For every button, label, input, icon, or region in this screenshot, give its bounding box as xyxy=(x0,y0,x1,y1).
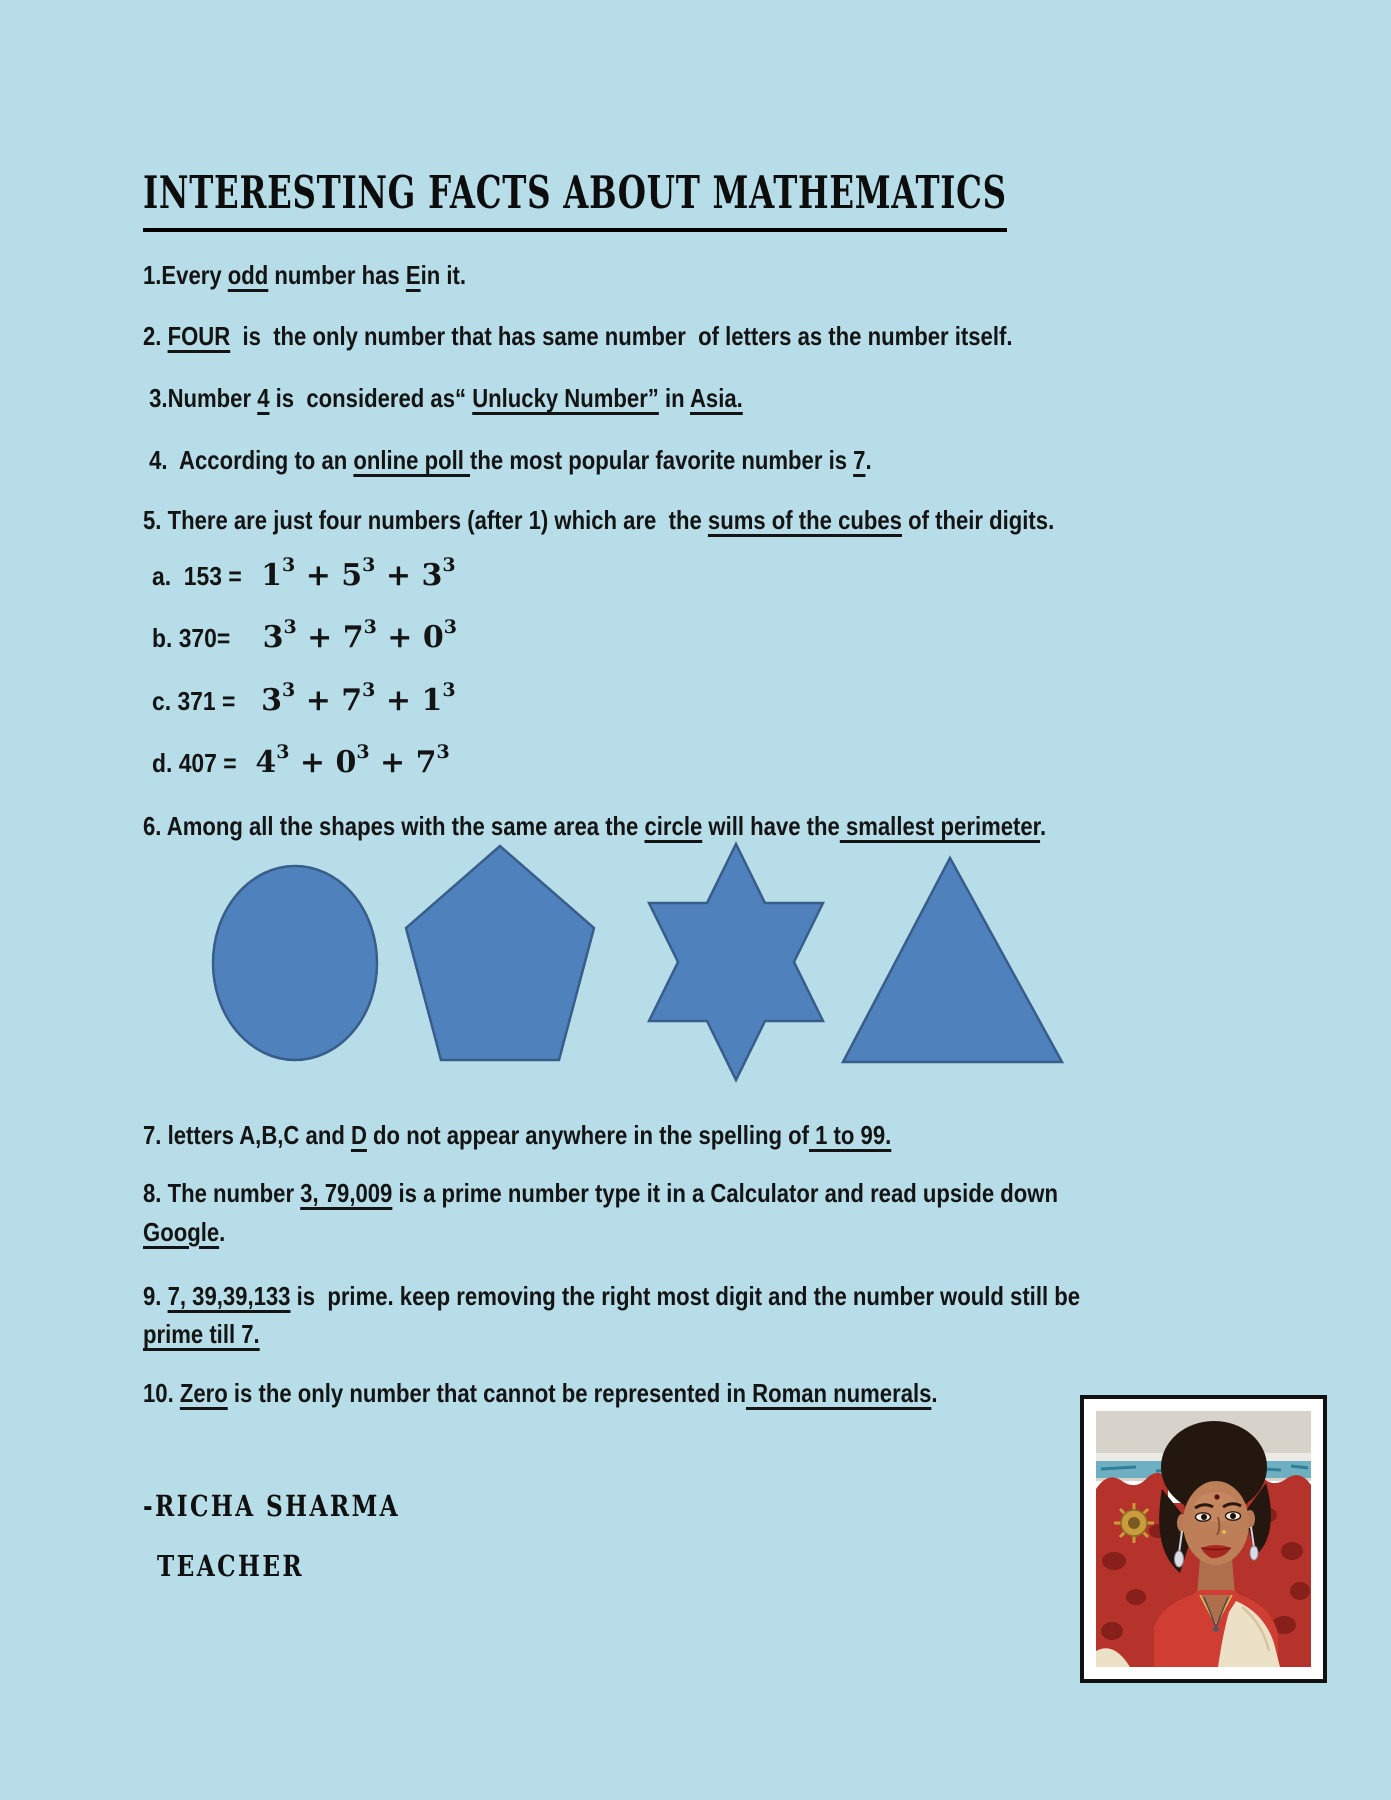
circle-shape xyxy=(213,866,377,1060)
pentagon-shape xyxy=(406,846,594,1060)
teacher-photo xyxy=(1080,1395,1327,1683)
page-title: INTERESTING FACTS ABOUT MATHEMATICS xyxy=(143,166,1007,232)
teacher-photo-art xyxy=(1096,1411,1311,1667)
equation-d: d. $407 = 4^3 + 0^3 + 7^3$ xyxy=(152,741,450,780)
equation-b: b. $370= 3^3 + 7^3 + 0^3$ xyxy=(152,616,457,655)
six-pointed-star-shape xyxy=(649,844,823,1080)
fact-9-line1: 9. 7, 39,39,133 is prime. keep removing the right most digit and the number would still be xyxy=(143,1281,1081,1311)
signature-name: -RICHA SHARMA xyxy=(143,1489,401,1523)
fact-6: 6. Among all the shapes with the same area the circle will have the smallest perimeter. xyxy=(143,811,1047,841)
shapes-illustration xyxy=(180,838,1130,1088)
fact-3: 3.Number 4 is considered as“ Unlucky Number” in Asia. xyxy=(143,383,743,413)
fact-7: 7. letters A,B,C and D do not appear anywhere in the spelling of 1 to 99. xyxy=(143,1120,892,1150)
triangle-shape xyxy=(843,858,1062,1062)
fact-9-line2: prime till 7. xyxy=(143,1319,260,1349)
equation-a: a. $153 = 1^3 + 5^3 + 3^3$ xyxy=(152,554,456,593)
fact-8-line1: 8. The number 3, 79,009 is a prime number type it in a Calculator and read upside down xyxy=(143,1178,1058,1208)
equation-c: c. $371 = 3^3 + 7^3 + 1^3$ xyxy=(152,679,456,718)
fact-10: 10. Zero is the only number that cannot be represented in Roman numerals. xyxy=(143,1378,938,1408)
signature-role: TEACHER xyxy=(157,1549,305,1583)
fact-5: 5. There are just four numbers (after 1) which are the sums of the cubes of their digits. xyxy=(143,505,1055,535)
fact-1: 1.Every odd number has Ein it. xyxy=(143,260,467,290)
fact-2: 2. FOUR is the only number that has same number of letters as the number itself. xyxy=(143,321,1013,351)
fact-8-line2: Google. xyxy=(143,1217,226,1247)
fact-4: 4. According to an online poll the most popular favorite number is 7. xyxy=(143,445,872,475)
